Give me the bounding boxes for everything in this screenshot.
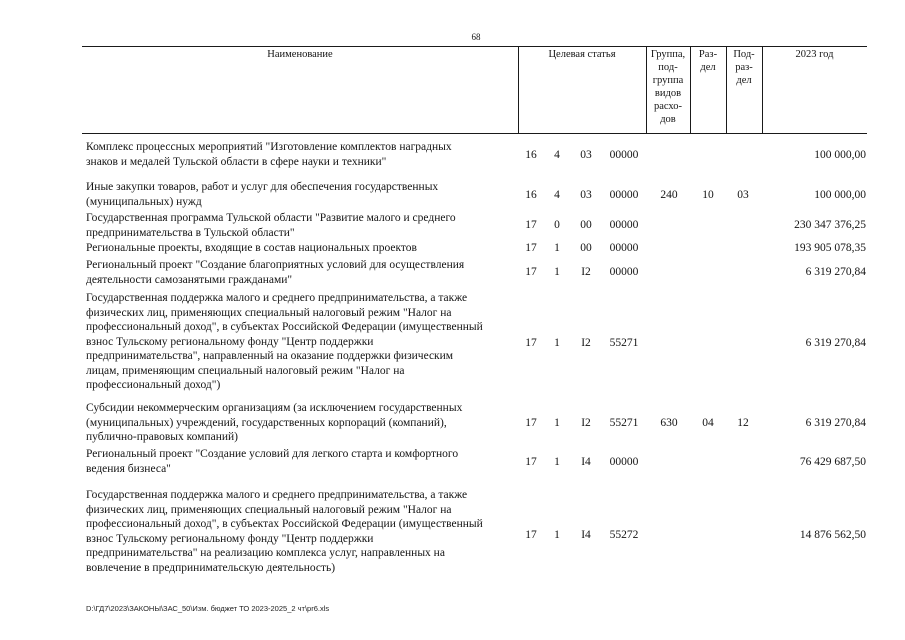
page-number: 68 [471,32,481,42]
header-subsection: Под- раз- дел [733,49,755,86]
row-program: 17 [525,529,537,541]
row-subprogram: 0 [554,219,560,231]
row-direction: 00000 [609,266,639,278]
row-name: Региональный проект "Создание условий для легкого старта и комфортного ведения бизнеса" [86,448,459,475]
row-group: 240 [660,189,678,201]
row-direction: 00000 [609,189,639,201]
row-amount: 14 876 562,50 [799,529,866,541]
row-subprogram: 1 [554,417,560,429]
row-name: Региональный проект "Создание благоприятных условий для осуществления деятельности самозанятыми гражданами" [86,259,465,286]
row-event: I2 [581,266,591,278]
row-event: 00 [580,242,592,254]
row-amount: 100 000,00 [814,189,866,201]
row-subprogram: 4 [554,189,560,201]
row-direction: 00000 [609,242,639,254]
row-event: I2 [581,337,591,349]
row-name: Иные закупки товаров, работ и услуг для обеспечения государственных (муниципальных) нужд [86,181,439,208]
row-event: 03 [580,189,592,201]
row-section: 04 [702,417,714,429]
row-amount: 76 429 687,50 [799,456,866,468]
row-name: Государственная поддержка малого и среднего предпринимательства, а также физических лиц, применяющих специальный налоговый режим "Налог на профессиональный доход", в субъектах Российской Федерации (имущественный взнос Тульскому региональному фонду "Центр поддержки предпринимательства", направленный на оказание поддержки физическим лицам, применяющим специальный налоговый режим "Налог на профессиональный доход") [86,292,483,391]
row-subprogram: 4 [554,149,560,161]
row-amount: 6 319 270,84 [805,266,866,278]
row-subprogram: 1 [554,456,560,468]
row-amount: 6 319 270,84 [805,417,866,429]
row-direction: 00000 [609,456,639,468]
header-year: 2023 год [795,49,834,60]
row-subprogram: 1 [554,337,560,349]
row-program: 17 [525,266,537,278]
row-program: 17 [525,337,537,349]
file-path-footer: D:\ГД7\2023\ЗАКОНЫ\ЗАС_50\Изм. бюджет ТО 2023-2025_2 чт\pr6.xls [86,604,330,613]
row-event: I4 [581,529,591,541]
row-amount: 230 347 376,25 [794,219,866,231]
row-direction: 55272 [609,529,639,541]
header-group: Группа, под- группа видов расхо- дов [650,49,686,125]
row-amount: 6 319 270,84 [805,337,866,349]
header-target: Целевая статья [548,49,616,60]
row-event: I2 [581,417,591,429]
row-program: 17 [525,456,537,468]
row-program: 17 [525,417,537,429]
row-name: Государственная поддержка малого и среднего предпринимательства, а также физических лиц, применяющих специальный налоговый режим "Налог на профессиональный доход", в субъектах Российской Федерации (имущественный взнос Тульскому региональному фонду "Центр поддержки предпринимательства" на реализацию комплекса услуг, направленных на вовлечение в предпринимательскую деятельность) [86,489,483,574]
row-direction: 00000 [609,219,639,231]
row-name: Субсидии некоммерческим организациям (за исключением государственных (муниципальных) учреждений, государственных корпораций (компаний), публично-правовых компаний) [86,402,463,443]
row-program: 17 [525,242,537,254]
row-amount: 193 905 078,35 [794,242,866,254]
row-program: 17 [525,219,537,231]
row-section: 10 [702,189,714,201]
row-amount: 100 000,00 [814,149,866,161]
row-direction: 55271 [609,337,639,349]
row-subsection: 12 [737,417,749,429]
row-event: I4 [581,456,591,468]
row-direction: 55271 [609,417,639,429]
row-subprogram: 1 [554,529,560,541]
row-direction: 00000 [609,149,639,161]
row-program: 16 [525,189,537,201]
row-event: 00 [580,219,592,231]
row-group: 630 [660,417,678,429]
row-subprogram: 1 [554,242,560,254]
row-subsection: 03 [737,189,749,201]
row-subprogram: 1 [554,266,560,278]
row-event: 03 [580,149,592,161]
header-name: Наименование [267,49,333,60]
row-name: Региональные проекты, входящие в состав национальных проектов [86,242,417,254]
row-name: Государственная программа Тульской области "Развитие малого и среднего предпринимательства в Тульской области" [86,212,456,239]
header-section: Раз- дел [698,49,718,73]
row-program: 16 [525,149,537,161]
row-name: Комплекс процессных мероприятий "Изготовление комплектов наградных знаков и медалей Тульской области в сфере науки и техники" [86,141,452,168]
